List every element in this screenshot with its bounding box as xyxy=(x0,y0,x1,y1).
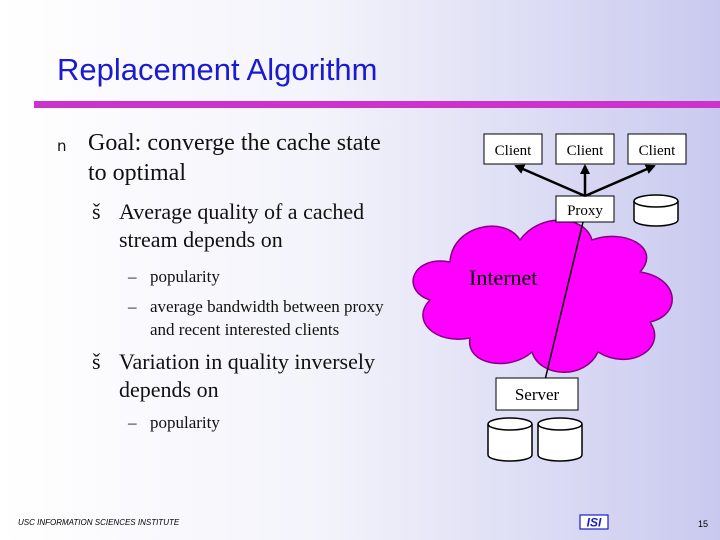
server-label: Server xyxy=(514,385,560,404)
logo-text: ISI xyxy=(586,515,602,530)
slide-title: Replacement Algorithm xyxy=(57,52,378,87)
client-label: Client xyxy=(566,143,604,159)
internet-label: Internet xyxy=(469,265,538,290)
bullet-text-line: average bandwidth between proxy xyxy=(150,297,384,316)
internet-cloud xyxy=(413,220,672,372)
bullet-text-line: stream depends on xyxy=(119,227,283,252)
isi-logo-icon xyxy=(579,514,609,530)
client-box-2 xyxy=(556,134,614,164)
bullet-text-line: popularity xyxy=(150,267,220,286)
bullet-marker: š xyxy=(92,199,101,224)
client-label: Client xyxy=(638,143,676,159)
dash-marker: – xyxy=(128,297,137,316)
server-disk-icon xyxy=(488,418,532,461)
client-box-3 xyxy=(628,134,686,164)
server-disk-icon xyxy=(538,418,582,461)
bullet-text-line: depends on xyxy=(119,377,219,402)
bullet-text-line: Variation in quality inversely xyxy=(119,349,375,374)
bullet-text-line: popularity xyxy=(150,413,220,432)
dash-marker: – xyxy=(128,267,137,286)
page-number: 15 xyxy=(697,519,708,529)
bullet-text-line: and recent interested clients xyxy=(150,320,340,339)
footer-institute: USC INFORMATION SCIENCES INSTITUTE xyxy=(18,518,180,527)
dash-marker: – xyxy=(128,413,137,432)
bullet-text-line: Average quality of a cached xyxy=(119,199,365,224)
proxy-to-client-arrow xyxy=(585,166,654,196)
client-label: Client xyxy=(494,143,532,159)
bullet-text-line: to optimal xyxy=(88,160,186,186)
proxy-cache-disk-icon xyxy=(634,195,678,226)
proxy-label: Proxy xyxy=(567,203,603,219)
client-box-1 xyxy=(484,134,542,164)
proxy-to-client-arrow xyxy=(516,166,585,196)
proxy-box xyxy=(556,196,614,222)
bullet-marker: š xyxy=(92,349,101,374)
bullet-marker: n xyxy=(57,137,67,155)
server-box xyxy=(496,378,578,410)
bullet-text-line: Goal: converge the cache state xyxy=(88,130,381,156)
